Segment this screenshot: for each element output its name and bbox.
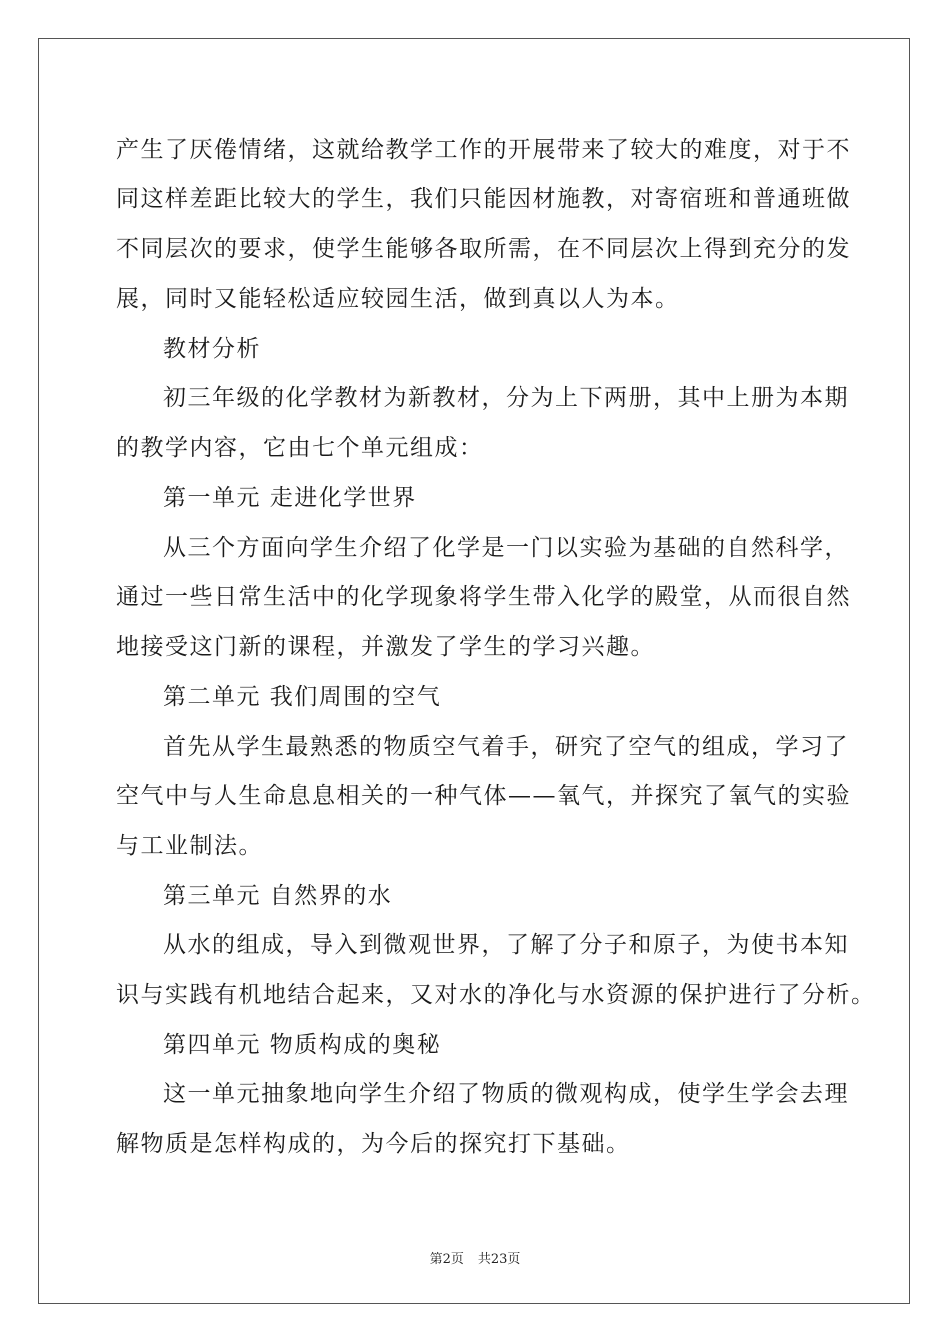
page-total: 共23页 bbox=[477, 1252, 521, 1267]
paragraph-line: 首先从学生最熟悉的物质空气着手，研究了空气的组成，学习了 bbox=[163, 734, 849, 760]
paragraph-line: 产生了厌倦情绪，这就给教学工作的开展带来了较大的难度，对于不 bbox=[116, 137, 851, 163]
paragraph-line: 展，同时又能轻松适应较园生活，做到真以人为本。 bbox=[116, 286, 680, 312]
paragraph-line: 空气中与人生命息息相关的一种气体——氧气，并探究了氧气的实验 bbox=[116, 783, 851, 809]
paragraph-line: 从三个方面向学生介绍了化学是一门以实验为基础的自然科学， bbox=[163, 535, 849, 561]
paragraph-line: 识与实践有机地结合起来，又对水的净化与水资源的保护进行了分析。 bbox=[116, 982, 876, 1008]
section-heading: 教材分析 bbox=[163, 336, 261, 362]
unit-heading: 第四单元 物质构成的奥秘 bbox=[163, 1032, 442, 1058]
paragraph-line: 解物质是怎样构成的，为今后的探究打下基础。 bbox=[116, 1131, 631, 1157]
paragraph-line: 不同层次的要求，使学生能够各取所需，在不同层次上得到充分的发 bbox=[116, 236, 851, 262]
paragraph-line: 与工业制法。 bbox=[116, 833, 263, 859]
unit-heading: 第二单元 我们周围的空气 bbox=[163, 684, 442, 710]
page-number: 第2页 bbox=[429, 1252, 464, 1267]
unit-heading: 第一单元 走进化学世界 bbox=[163, 485, 417, 511]
paragraph-line: 这一单元抽象地向学生介绍了物质的微观构成，使学生学会去理 bbox=[163, 1081, 849, 1107]
paragraph-line: 从水的组成，导入到微观世界，了解了分子和原子，为使书本知 bbox=[163, 932, 849, 958]
paragraph-line: 地接受这门新的课程，并激发了学生的学习兴趣。 bbox=[116, 634, 655, 660]
page-border bbox=[38, 38, 910, 1304]
page-footer bbox=[0, 1248, 950, 1267]
paragraph-line: 同这样差距比较大的学生，我们只能因材施教，对寄宿班和普通班做 bbox=[116, 186, 851, 212]
paragraph-line: 的教学内容，它由七个单元组成： bbox=[116, 435, 484, 461]
paragraph-line: 初三年级的化学教材为新教材，分为上下两册，其中上册为本期 bbox=[163, 385, 849, 411]
unit-heading: 第三单元 自然界的水 bbox=[163, 883, 393, 909]
paragraph-line: 通过一些日常生活中的化学现象将学生带入化学的殿堂，从而很自然 bbox=[116, 584, 851, 610]
